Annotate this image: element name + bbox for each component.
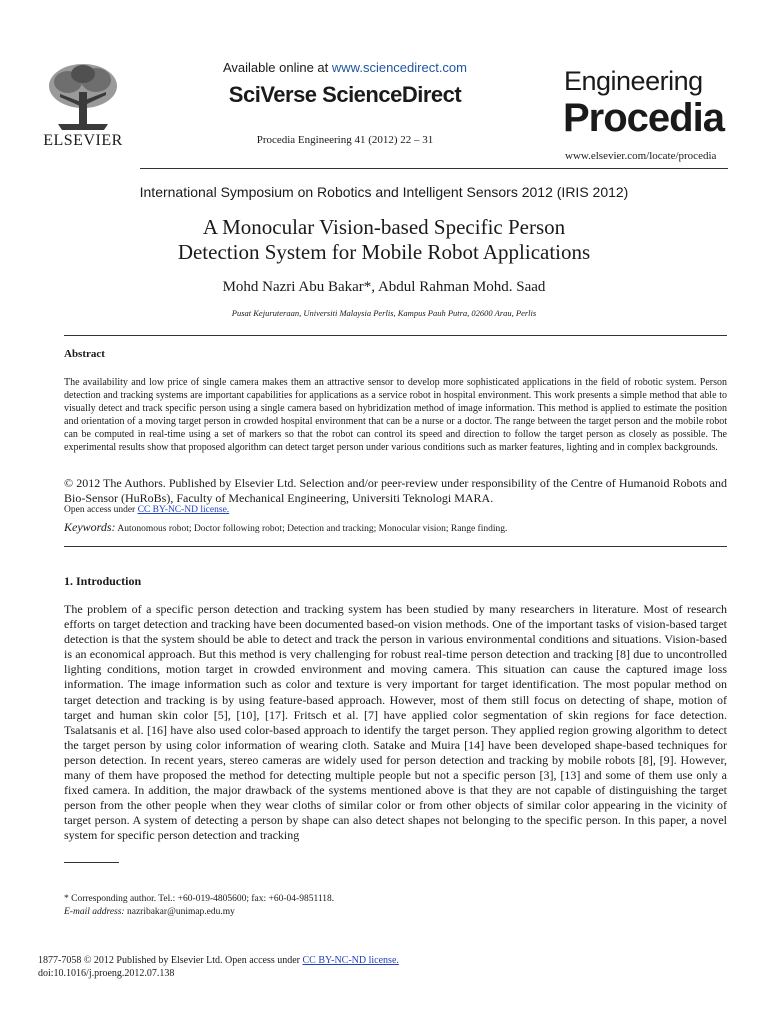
sciencedirect-link[interactable]: www.sciencedirect.com [331,60,467,75]
journal-reference: Procedia Engineering 41 (2012) 22 – 31 [256,134,434,146]
sciverse-logo-text: SciVerse ScienceDirect [228,82,462,107]
available-online-line [200,60,490,75]
paper-title-line1: A Monocular Vision-based Specific Person [202,215,566,239]
keywords-label: Keywords: [64,520,116,534]
issn-line [38,955,399,966]
header-divider [140,168,728,169]
author-affiliation: Pusat Kejuruteraan, Universiti Malaysia Perlis, Kampus Pauh Putra, 02600 Arau, Perlis [231,308,537,318]
license-link[interactable]: CC BY-NC-ND license. [137,505,230,515]
doi-line[interactable]: doi:10.1016/j.proeng.2012.07.138 [38,968,175,979]
bottom-open-access-prefix: Open access under [225,955,303,966]
paper-authors: Mohd Nazri Abu Bakar*, Abdul Rahman Mohd. Saad [222,279,546,295]
paper-title-line2: Detection System for Mobile Robot Applications [177,240,591,264]
footnote-divider [64,862,119,863]
publisher-name: ELSEVIER [43,132,123,149]
issn-text: 1877-7058 © 2012 Published by Elsevier Ltd. [38,955,226,966]
email-note [64,907,235,917]
copyright-notice: © 2012 The Authors. Published by Elsevier Ltd. Selection and/or peer-review under responsibility of the Centre of Humanoid Robots and Bio-Sensor (HuRoBs), Faculty of Mechanical Engineering, Universiti Teknologi MARA. [64,476,727,505]
abstract-body: The availability and low price of single camera makes them an attractive sensor to develop more sophisticated applications in the field of robotic system. Person detection and tracking systems are important capabilities for applications as a service robot in hospital environment. This work presents a simple method that able to visually detect and track specific person using a single camera based on hybridization method of image information. This method is applied to estimate the position and orientation of a moving target person in crowded hospital environment that can be a nurse or a doctor. The range between the target person and the mobile robot can be computed in real-time using a set of markers so that the robot can control its speed and direction to follow the target person as closely as possible. The experimental results show that proposed algorithm can detect target person under various conditions such as marker features, lighting and in complex backgrounds. [64,377,727,454]
symposium-name: International Symposium on Robotics and Intelligent Sensors 2012 (IRIS 2012) [139,184,629,200]
bottom-license-link[interactable]: CC BY-NC-ND license. [302,955,399,966]
section-heading-introduction: 1. Introduction [64,574,142,588]
email-label: E-mail address: [64,907,125,917]
abstract-divider [64,546,727,547]
corresponding-author-note: * Corresponding author. Tel.: +60-019-4805600; fax: +60-04-9851118. [64,894,335,904]
journal-url[interactable]: www.elsevier.com/locate/procedia [565,150,717,162]
title-divider [64,335,727,336]
keywords-list: Autonomous robot; Doctor following robot; Detection and tracking; Monocular vision; Range finding. [115,524,508,534]
email-address[interactable]: nazribakar@unimap.edu.my [124,907,235,917]
introduction-body: The problem of a specific person detection and tracking system has been studied by many researchers in literature. Most of research efforts on target detection and tracking have been documented based-on vision methods. One of the important tasks of vision-based target detection is that the system should be able to detect and track the person in various environmental conditions and situations. Vision-based is an economical approach. But this method is very challenging for robust real-time person detection and tracking [8] due to uncontrolled lighting conditions, motion target in crowded environment and moving camera. This situation can cause the captured image loss information. The image information such as color and texture is very important for target identification. The most popular method on target detection and tracking is by using feature-based approach. However, most of them still focus on detecting of shape, motion of target and human skin color [5], [10], [17]. Fritsch et al. [7] have applied color segmentation of skin regions for face detection. Tsalatsanis et al. [16] have also used color-based approach to identify the target person. They applied region growing algorithm to detect the target person by using color information of wearing cloth. Satake and Muira [14] have been developed shape-based techniques for person detection. In recent years, stereo cameras are widely used for person detection and tracking by mobile robots [8], [9]. However, many of them have proposed the method for detecting multiple people but not a specific person [3], [13] and some of them use only a fixed camera. In addition, the major drawback of the systems mentioned above is that they are not capable of distinguishing the target person from the other people when they wear cloths of similar color or from other objects of similar color appearing in the vicinity of target person. A system of detecting a person by shape can also detect shapes not belonging to the specific person. In this paper, a novel system for specific person detection and tracking [64,602,727,843]
journal-name-engineering: Engineering [564,66,703,96]
abstract-heading: Abstract [64,348,105,360]
journal-name-procedia: Procedia [563,96,724,140]
keywords-line [64,520,507,535]
open-access-prefix: Open access under [64,505,138,515]
open-access-line [64,505,229,515]
available-prefix: Available online at [222,60,332,75]
